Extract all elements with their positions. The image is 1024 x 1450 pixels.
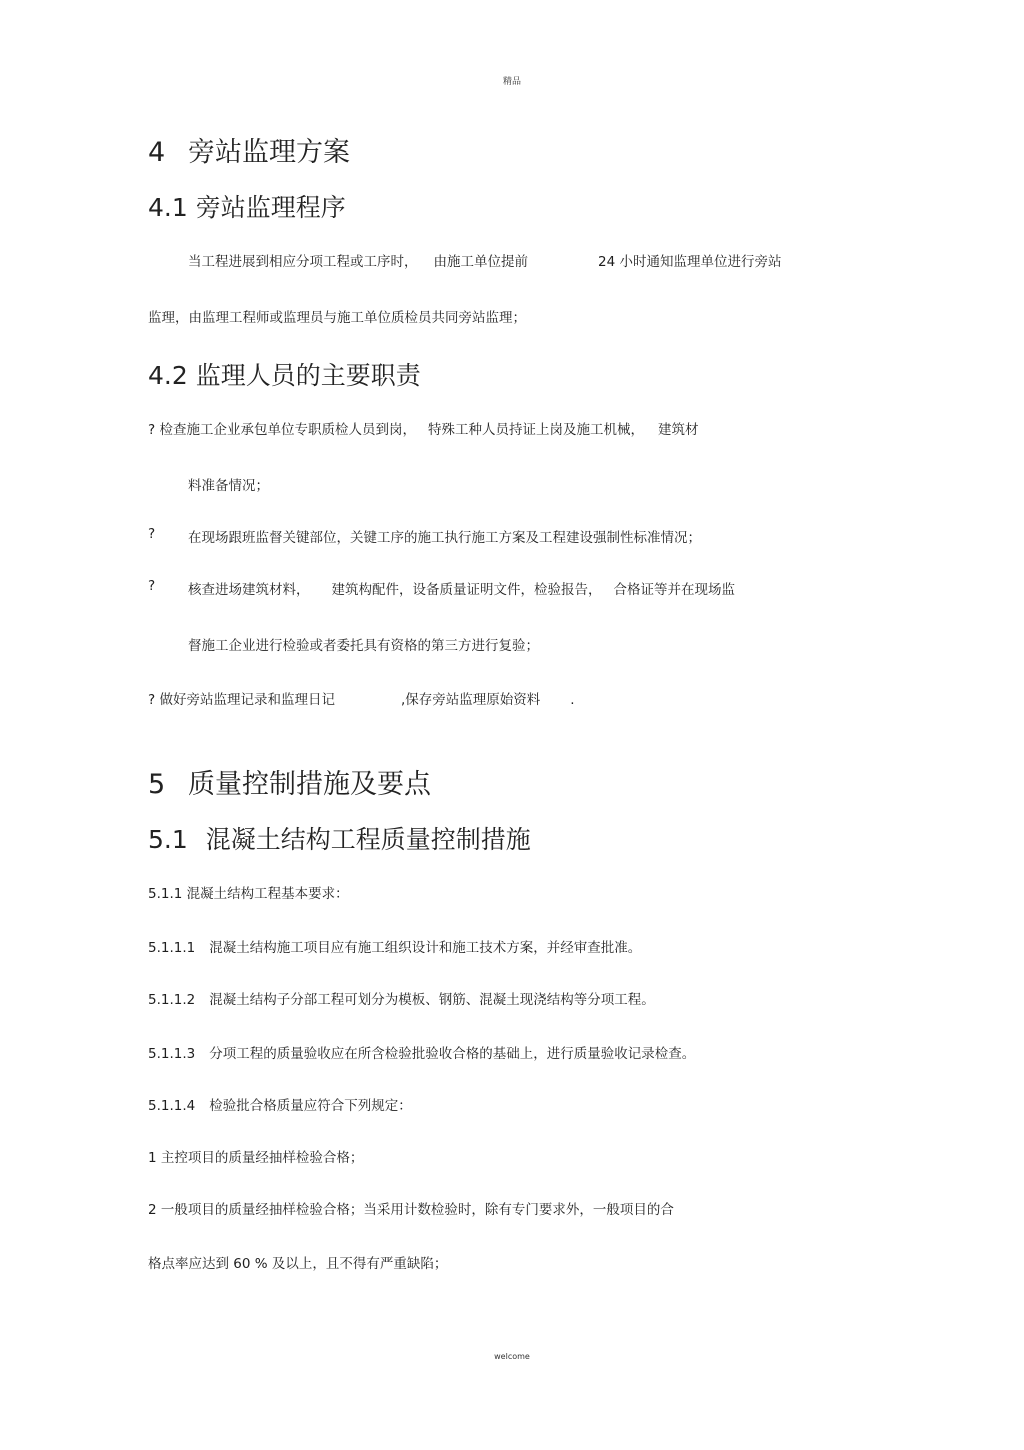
- clause-5-1-1-2: [148, 988, 655, 1008]
- section-4-2-heading: 4.2 监理人员的主要职责: [148, 361, 421, 390]
- duty-item-2-text: 在现场跟班监督关键部位，关键工序的施工执行施工方案及工程建设强制性标准情况；: [188, 530, 701, 546]
- section-4-number: 4: [148, 137, 166, 168]
- header-mark: 精品: [502, 77, 521, 87]
- clause-5-1-1-3: [148, 1042, 695, 1062]
- duty-item-1-line2: 料准备情况；: [188, 478, 269, 494]
- duty-4-part-b: ,保存旁站监理原始资料: [400, 692, 541, 708]
- clause-5-1-1-1-number: 5.1.1.1: [148, 940, 196, 956]
- section-4-1-heading: 4.1 旁站监理程序: [148, 193, 346, 222]
- clause-5-1-1-2-text: 混凝土结构子分部工程可划分为模板、钢筋、混凝土现浇结构等分项工程。: [209, 992, 655, 1008]
- duty-item-3-bullet: ?: [148, 578, 156, 594]
- duty-1-part-a: ? 检查施工企业承包单位专职质检人员到岗，: [148, 422, 416, 438]
- duty-item-1-line1: [148, 418, 698, 438]
- section-4-title: 旁站监理方案: [188, 137, 350, 168]
- rule-2-line1: 2 一般项目的质量经抽样检验合格；当采用计数检验时，除有专门要求外，一般项目的合: [148, 1202, 674, 1218]
- para-4-1-part-b: 由施工单位提前: [433, 254, 528, 270]
- rule-2-line2: 格点率应达到 60 % 及以上，且不得有严重缺陷；: [148, 1256, 448, 1272]
- duty-item-4: [148, 688, 575, 708]
- duty-item-2-bullet: ?: [148, 526, 156, 542]
- para-4-1-part-c: 24 小时通知监理单位进行旁站: [598, 254, 782, 270]
- duty-3-part-c: 合格证等并在现场监: [613, 582, 735, 598]
- section-5-1-1-heading: 5.1.1 混凝土结构工程基本要求：: [148, 886, 349, 902]
- duty-3-part-b: 建筑构配件，设备质量证明文件，检验报告，: [331, 582, 602, 598]
- para-4-1-part-a: 当工程进展到相应分项工程或工序时，: [188, 254, 418, 270]
- clause-5-1-1-4-text: 检验批合格质量应符合下列规定：: [209, 1098, 412, 1114]
- section-4-heading: [148, 130, 350, 169]
- section-5-1-heading: [148, 820, 531, 856]
- duty-1-part-b: 特殊工种人员持证上岗及施工机械，: [427, 422, 644, 438]
- section-4-1-para-line2: 监理，由监理工程师或监理员与施工单位质检员共同旁站监理；: [148, 310, 526, 326]
- section-5-1-number: 5.1: [148, 825, 188, 854]
- clause-5-1-1-3-text: 分项工程的质量验收应在所含检验批验收合格的基础上，进行质量验收记录检查。: [209, 1046, 696, 1062]
- section-5-heading: [148, 762, 431, 801]
- section-5-title: 质量控制措施及要点: [188, 769, 431, 800]
- duty-item-3-line2: 督施工企业进行检验或者委托具有资格的第三方进行复验；: [188, 638, 539, 654]
- duty-4-part-c: .: [570, 692, 575, 708]
- footer-mark: welcome: [494, 1352, 530, 1361]
- duty-4-part-a: ? 做好旁站监理记录和监理日记: [148, 692, 335, 708]
- duty-3-part-a: 核查进场建筑材料，: [188, 582, 310, 598]
- duty-item-3-line1: [188, 578, 735, 598]
- clause-5-1-1-1-text: 混凝土结构施工项目应有施工组织设计和施工技术方案，并经审查批准。: [209, 940, 642, 956]
- clause-5-1-1-1: [148, 936, 641, 956]
- duty-1-part-c: 建筑材: [657, 422, 699, 438]
- clause-5-1-1-4: [148, 1094, 412, 1114]
- clause-5-1-1-4-number: 5.1.1.4: [148, 1098, 196, 1114]
- clause-5-1-1-2-number: 5.1.1.2: [148, 992, 196, 1008]
- clause-5-1-1-3-number: 5.1.1.3: [148, 1046, 196, 1062]
- section-5-1-title: 混凝土结构工程质量控制措施: [205, 825, 531, 854]
- rule-1: 1 主控项目的质量经抽样检验合格；: [148, 1150, 364, 1166]
- section-4-1-para-line1: [188, 250, 781, 270]
- section-5-number: 5: [148, 769, 166, 800]
